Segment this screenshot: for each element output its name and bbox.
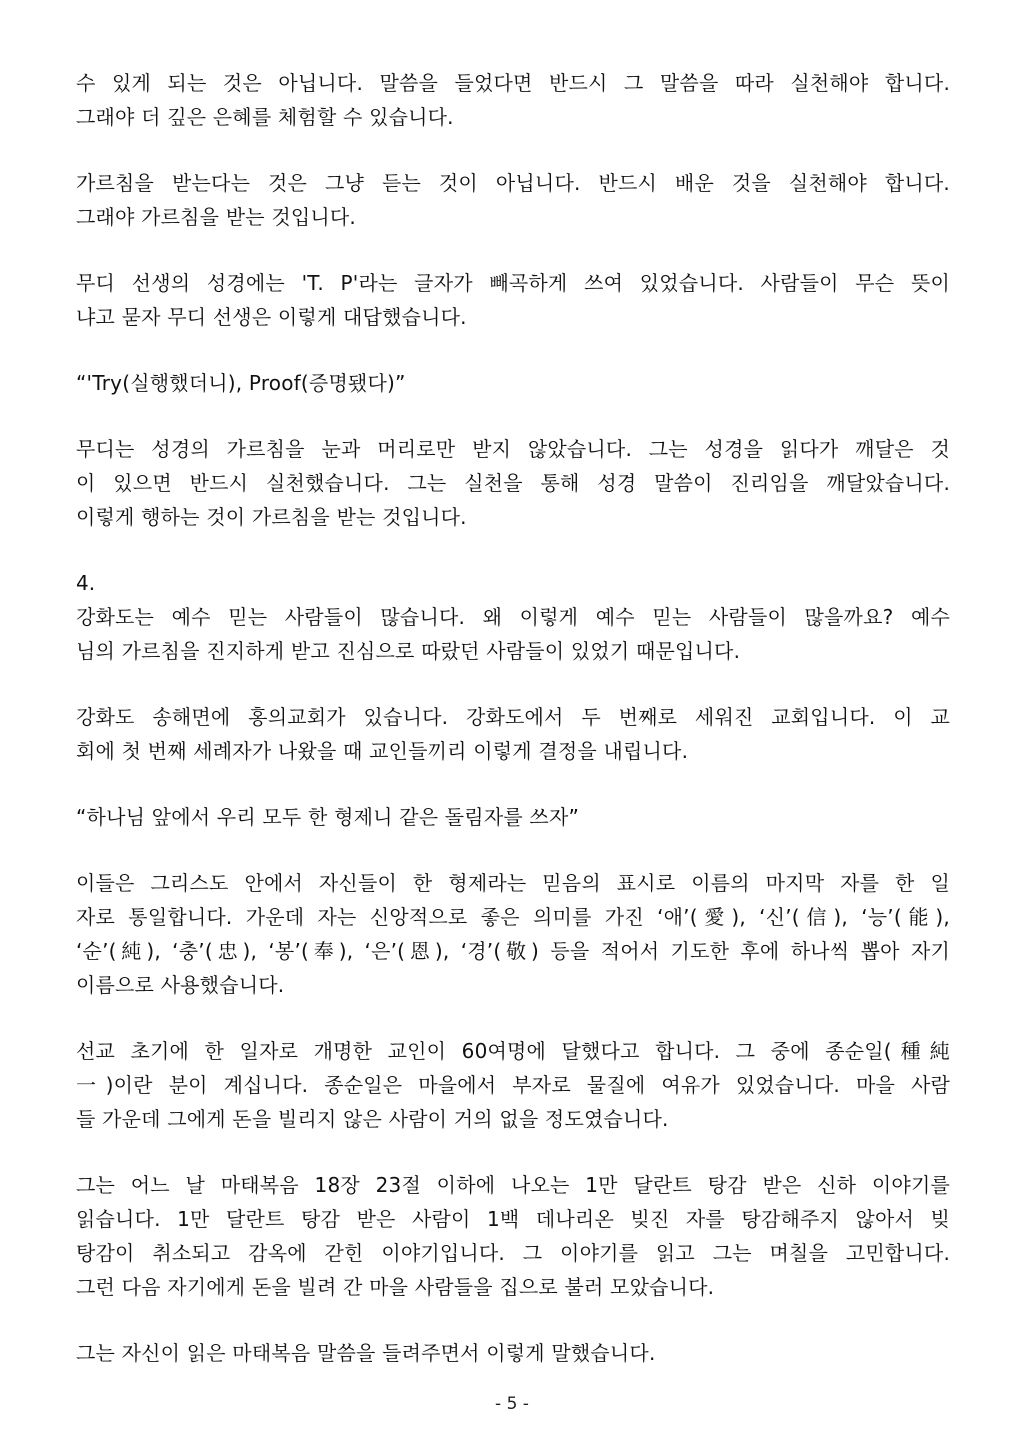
quote-line: “하나님 앞에서 우리 모두 한 형제니 같은 돌림자를 쓰자”	[76, 805, 580, 829]
page-number: - 5 -	[495, 1394, 529, 1414]
text-line: 이렇게 행하는 것이 가르침을 받는 것입니다.	[76, 505, 467, 529]
text-line: 자로 통일합니다. 가운데 자는 신앙적으로 좋은 의미를 가진 ‘애’(愛), ‘신’(信), ‘능’(能),	[76, 905, 950, 929]
text-line: 가르침을 받는다는 것은 그냥 듣는 것이 아닙니다. 반드시 배운 것을 실천해야 합니다.	[76, 171, 950, 195]
quote-paragraph	[76, 800, 950, 834]
text-line: 그는 자신이 읽은 마태복음 말씀을 들려주면서 이렇게 말했습니다.	[76, 1341, 656, 1365]
text-line: 이름으로 사용했습니다.	[76, 973, 285, 997]
paragraph	[76, 700, 950, 768]
text-line: 냐고 묻자 무디 선생은 이렇게 대답했습니다.	[76, 305, 467, 329]
text-line: 이들은 그리스도 안에서 자신들이 한 형제라는 믿음의 표시로 이름의 마지막 자를 한 일	[76, 871, 950, 895]
text-line: 회에 첫 번째 세례자가 나왔을 때 교인들끼리 이렇게 결정을 내립니다.	[76, 739, 689, 763]
section-paragraph	[76, 566, 950, 668]
text-line: 선교 초기에 한 일자로 개명한 교인이 60여명에 달했다고 합니다. 그 중에 종순일(種純	[76, 1039, 950, 1063]
document-body	[76, 66, 950, 1402]
text-line: 그래야 가르침을 받는 것입니다.	[76, 205, 356, 229]
text-line: 읽습니다. 1만 달란트 탕감 받은 사람이 1백 데나리온 빚진 자를 탕감해주지 않아서 빚	[76, 1207, 950, 1231]
text-line: 강화도 송해면에 홍의교회가 있습니다. 강화도에서 두 번째로 세워진 교회입니다. 이 교	[76, 705, 950, 729]
text-line: 그런 다음 자기에게 돈을 빌려 간 마을 사람들을 집으로 불러 모았습니다.	[76, 1275, 715, 1299]
paragraph	[76, 866, 950, 1002]
text-line: 무디는 성경의 가르침을 눈과 머리로만 받지 않았습니다. 그는 성경을 읽다가 깨달은 것	[76, 437, 950, 461]
text-line: 님의 가르침을 진지하게 받고 진심으로 따랐던 사람들이 있었기 때문입니다.	[76, 639, 741, 663]
text-line: ‘순’(純), ‘충’(忠), ‘봉’(奉), ‘은’(恩), ‘경’(敬) 등을 적어서 기도한 후에 하나씩 뽑아 자기	[76, 939, 950, 963]
paragraph	[76, 166, 950, 234]
text-line: 이 있으면 반드시 실천했습니다. 그는 실천을 통해 성경 말씀이 진리임을 깨달았습니다.	[76, 471, 950, 495]
text-line: 들 가운데 그에게 돈을 빌리지 않은 사람이 거의 없을 정도였습니다.	[76, 1107, 669, 1131]
text-line: 강화도는 예수 믿는 사람들이 많습니다. 왜 이렇게 예수 믿는 사람들이 많을까요? 예수	[76, 605, 950, 629]
text-line: 그는 어느 날 마태복음 18장 23절 이하에 나오는 1만 달란트 탕감 받은 신하 이야기를	[76, 1173, 950, 1197]
paragraph	[76, 266, 950, 334]
text-line: 그래야 더 깊은 은혜를 체험할 수 있습니다.	[76, 105, 454, 129]
quote-paragraph	[76, 366, 950, 400]
paragraph	[76, 1034, 950, 1136]
paragraph	[76, 1336, 950, 1370]
paragraph	[76, 1168, 950, 1304]
text-line: 무디 선생의 성경에는 'T. P'라는 글자가 빼곡하게 쓰여 있었습니다. 사람들이 무슨 뜻이	[76, 271, 950, 295]
paragraph	[76, 432, 950, 534]
text-line: 수 있게 되는 것은 아닙니다. 말씀을 들었다면 반드시 그 말씀을 따라 실천해야 합니다.	[76, 71, 950, 95]
quote-line: “'Try(실행했더니), Proof(증명됐다)”	[76, 371, 406, 395]
text-line: 탕감이 취소되고 감옥에 갇힌 이야기입니다. 그 이야기를 읽고 그는 며칠을 고민합니다.	[76, 1241, 950, 1265]
section-number: 4.	[76, 571, 96, 595]
text-line: 一)이란 분이 계십니다. 종순일은 마을에서 부자로 물질에 여유가 있었습니다. 마을 사람	[76, 1073, 950, 1097]
paragraph	[76, 66, 950, 134]
